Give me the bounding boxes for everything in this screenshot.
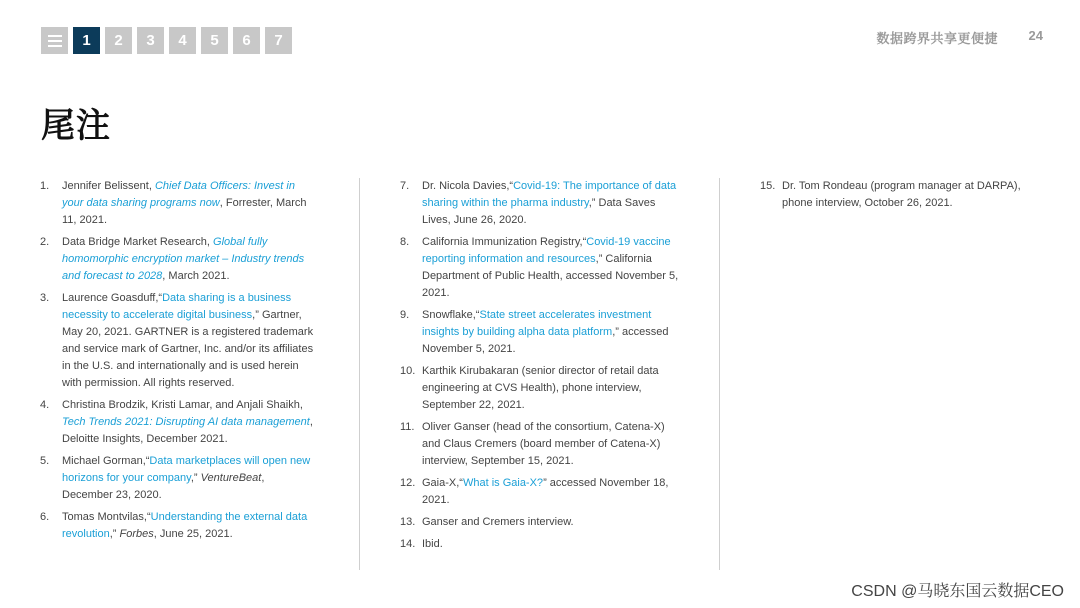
notes-column-2 — [400, 178, 680, 558]
endnote-text-segment: Christina Brodzik, Kristi Lamar, and Anjali Shaikh, — [62, 399, 303, 411]
menu-icon — [48, 35, 62, 47]
endnote-text-segment: Ganser and Cremers interview. — [422, 516, 574, 528]
endnote-number: 7. — [400, 180, 410, 192]
endnote-item — [40, 509, 316, 543]
endnote-text — [62, 234, 316, 285]
citation-link[interactable]: State street accelerates investment insights by building alpha data platform — [422, 309, 652, 338]
endnote-number: 8. — [400, 236, 410, 248]
page-tab-5[interactable]: 5 — [201, 27, 228, 54]
endnote-text — [62, 453, 316, 504]
page-heading: 尾注 — [41, 107, 111, 145]
endnote-item — [400, 234, 680, 302]
column-divider — [719, 178, 720, 570]
endnote-item — [400, 307, 680, 358]
endnote-text-segment: VentureBeat — [200, 472, 262, 484]
endnote-text-segment: ,” — [190, 472, 201, 484]
endnote-text — [782, 178, 1040, 212]
endnote-text-segment: California Immunization Registry,“ — [422, 236, 587, 248]
endnote-number: 9. — [400, 309, 410, 321]
endnote-text-segment: Gaia-X,“ — [422, 477, 463, 489]
endnote-text — [422, 178, 680, 229]
citation-link[interactable]: Tech Trends 2021: Disrupting AI data management — [62, 416, 310, 428]
endnote-text-segment: , Deloitte Insights, December 2021. — [62, 416, 313, 445]
endnote-item — [400, 475, 680, 509]
endnote-item — [40, 178, 316, 229]
endnote-text — [62, 397, 316, 448]
endnote-text-segment: , Forrester, March 11, 2021. — [62, 197, 307, 226]
citation-link[interactable]: Data marketplaces will open new horizons for your company — [62, 455, 311, 484]
page-tab-7[interactable]: 7 — [265, 27, 292, 54]
endnote-text-segment: ,” accessed November 5, 2021. — [422, 326, 669, 355]
endnote-item — [400, 363, 680, 414]
page-tab-2[interactable]: 2 — [105, 27, 132, 54]
endnote-item — [400, 536, 680, 553]
endnote-text-segment: Ibid. — [422, 538, 443, 550]
citation-link[interactable]: Understanding the external data revolution — [62, 511, 308, 540]
endnote-item — [760, 178, 1040, 212]
endnote-item — [400, 178, 680, 229]
endnote-number: 5. — [40, 455, 50, 467]
page-tab-6[interactable]: 6 — [233, 27, 260, 54]
endnote-text-segment: ” accessed November 18, 2021. — [422, 477, 669, 506]
endnote-number: 1. — [40, 180, 50, 192]
column-divider — [359, 178, 360, 570]
notes-column-1 — [40, 178, 316, 548]
page-tab-3[interactable]: 3 — [137, 27, 164, 54]
endnote-number: 3. — [40, 292, 50, 304]
endnote-text — [62, 290, 316, 392]
endnote-text — [422, 419, 680, 470]
page-tab-1[interactable]: 1 — [73, 27, 100, 54]
endnote-text-segment: Laurence Goasduff,“ — [62, 292, 163, 304]
notes-column-3 — [760, 178, 1040, 217]
endnote-text-segment: Tomas Montvilas,“ — [62, 511, 151, 523]
citation-link[interactable]: Data sharing is a business necessity to accelerate digital business — [62, 292, 292, 321]
endnote-text-segment: Dr. Nicola Davies,“ — [422, 180, 514, 192]
endnote-text — [422, 307, 680, 358]
endnote-text-segment: Michael Gorman,“ — [62, 455, 150, 467]
endnote-text-segment: Karthik Kirubakaran (senior director of retail data engineering at CVS Health), phone interview, September 22, 2021. — [422, 365, 659, 411]
endnote-text-segment: Jennifer Belissent, — [62, 180, 155, 192]
page-number: 24 — [1028, 28, 1043, 43]
endnote-text-segment: Forbes — [119, 528, 154, 540]
citation-link[interactable]: Global fully homomorphic encryption market – Industry trends and forecast to 2028 — [62, 236, 305, 282]
endnote-item — [40, 397, 316, 448]
citation-link[interactable]: Covid-19 vaccine reporting information and resources — [422, 236, 671, 265]
endnote-number: 6. — [40, 511, 50, 523]
endnote-text — [422, 514, 680, 531]
endnote-number: 2. — [40, 236, 50, 248]
endnote-item — [40, 453, 316, 504]
page-tab-4[interactable]: 4 — [169, 27, 196, 54]
endnote-number: 10. — [400, 365, 416, 377]
endnote-text — [422, 363, 680, 414]
endnote-item — [40, 290, 316, 392]
endnote-number: 11. — [400, 421, 415, 433]
endnote-text — [422, 536, 680, 553]
endnote-text-segment: ,” Gartner, May 20, 2021. GARTNER is a registered trademark and service mark of Gartner, Inc. and/or its affiliates in the U.S. and internationally and is used herein with permission. All rights reserved. — [62, 309, 314, 389]
endnote-text — [422, 475, 680, 509]
endnote-number: 12. — [400, 477, 416, 489]
page-nav — [41, 27, 292, 54]
endnote-text-segment: ,” California Department of Public Health, accessed November 5, 2021. — [422, 253, 679, 299]
endnote-item — [40, 234, 316, 285]
endnote-item — [400, 419, 680, 470]
watermark: CSDN @马晓东国云数据CEO — [851, 583, 1064, 600]
citation-link[interactable]: Chief Data Officers: Invest in your data sharing programs now — [62, 180, 295, 209]
endnote-text — [62, 178, 316, 229]
endnote-number: 13. — [400, 516, 416, 528]
menu-button[interactable] — [41, 27, 68, 54]
endnote-text-segment: Snowflake,“ — [422, 309, 480, 321]
endnote-number: 4. — [40, 399, 50, 411]
endnote-number: 15. — [760, 180, 776, 192]
endnote-text-segment: ,” — [109, 528, 120, 540]
endnote-text-segment: , December 23, 2020. — [62, 472, 265, 501]
citation-link[interactable]: What is Gaia-X? — [462, 477, 544, 489]
endnote-text-segment: Dr. Tom Rondeau (program manager at DARPA), phone interview, October 26, 2021. — [782, 180, 1021, 209]
endnote-number: 14. — [400, 538, 416, 550]
citation-link[interactable]: Covid-19: The importance of data sharing within the pharma industry — [422, 180, 677, 209]
endnote-text-segment: ,” Data Saves Lives, June 26, 2020. — [422, 197, 656, 226]
endnote-item — [400, 514, 680, 531]
endnote-text — [422, 234, 680, 302]
endnote-text-segment: Data Bridge Market Research, — [62, 236, 214, 248]
endnote-text — [62, 509, 316, 543]
endnote-text-segment: , March 2021. — [162, 270, 230, 282]
endnote-text-segment: , June 25, 2021. — [153, 528, 233, 540]
document-title: 数据跨界共享更便捷 — [876, 31, 998, 46]
endnote-text-segment: Oliver Ganser (head of the consortium, Catena-X) and Claus Cremers (board member of Catena-X) interview, September 15, 2021. — [422, 421, 665, 467]
